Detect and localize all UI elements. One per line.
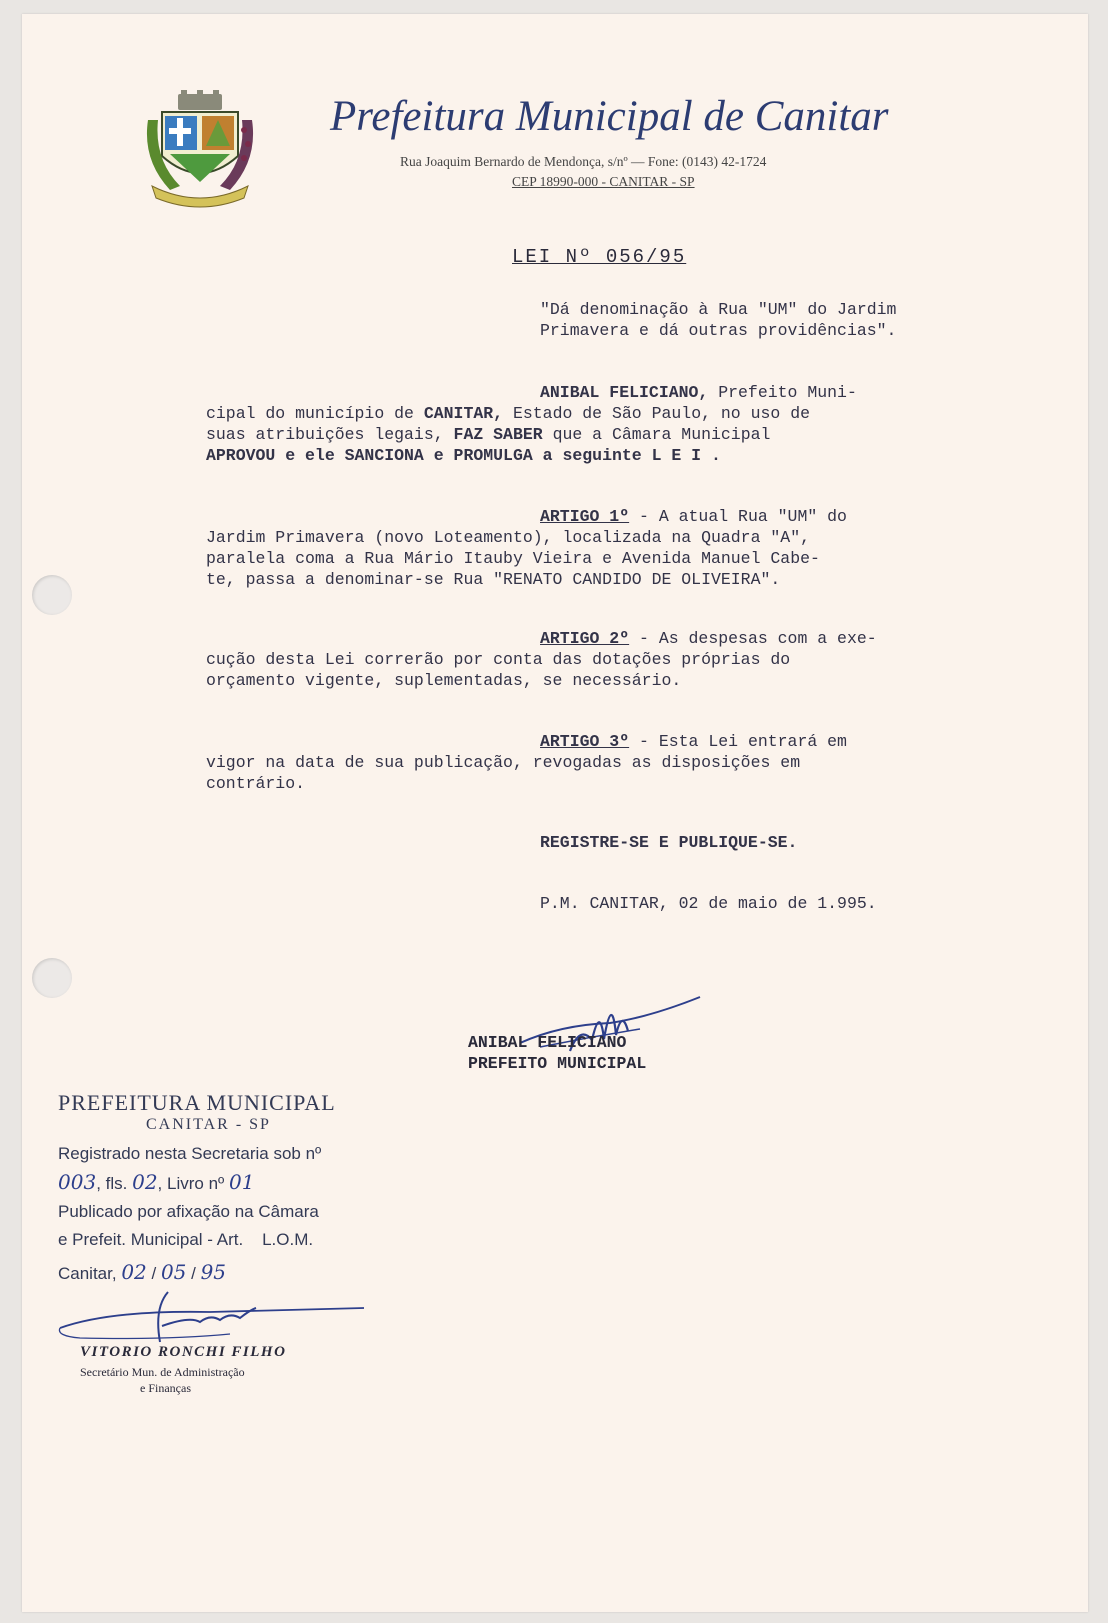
preamble-line: APROVOU e ele SANCIONA e PROMULGA a seguinte L E I . <box>206 446 721 465</box>
mayor-signature-name: ANIBAL FELICIANO <box>468 1033 627 1052</box>
stamp-subtitle: CANITAR - SP <box>146 1116 271 1133</box>
secretary-role-line: e Finanças <box>140 1381 191 1395</box>
letterhead-address: Rua Joaquim Bernardo de Mendonça, s/nº — Fone: (0143) 42-1724 <box>400 154 767 169</box>
article-1-line: te, passa a denominar-se Rua "RENATO CANDIDO DE OLIVEIRA". <box>206 570 781 589</box>
secretary-name: VITORIO RONCHI FILHO <box>80 1344 287 1360</box>
article-text: - Esta Lei entrará em <box>629 732 847 751</box>
law-summary-line: "Dá denominação à Rua "UM" do Jardim <box>540 300 897 319</box>
article-1-heading: ARTIGO 1º <box>540 507 630 526</box>
article-3-line <box>540 731 847 752</box>
article-2-line <box>540 628 877 649</box>
stamp-label: Canitar, <box>58 1264 117 1283</box>
article-3-heading: ARTIGO 3º <box>540 732 630 751</box>
preamble-line <box>206 424 770 445</box>
preamble-text: Estado de São Paulo, no uso de <box>503 404 811 423</box>
stamp-fls-value: 02 <box>132 1170 158 1194</box>
stamp-line: Canitar, 02 / 05 / 95 <box>58 1260 227 1284</box>
stamp-day: 02 <box>121 1260 147 1284</box>
mayor-signature-role: PREFEITO MUNICIPAL <box>468 1054 647 1073</box>
article-2-heading: ARTIGO 2º <box>540 629 630 648</box>
stamp-label: , fls. <box>96 1174 128 1193</box>
registration-stamp <box>58 1090 398 1288</box>
municipal-crest-icon <box>140 90 260 215</box>
law-number: LEI Nº 056/95 <box>512 246 687 268</box>
article-2-line: cução desta Lei correrão por conta das dotações próprias do <box>206 650 791 669</box>
article-3-line: vigor na data de sua publicação, revogadas as disposições em <box>206 753 801 772</box>
stamp-livro-value: 01 <box>228 1170 255 1194</box>
article-text: - A atual Rua "UM" do <box>629 507 847 526</box>
preamble-line <box>540 382 857 403</box>
stamp-title: PREFEITURA MUNICIPAL <box>58 1090 336 1115</box>
punch-hole <box>32 958 72 998</box>
mayor-name: ANIBAL FELICIANO, <box>540 383 709 402</box>
article-3-line: contrário. <box>206 774 306 793</box>
stamp-month: 05 <box>160 1260 187 1284</box>
secretary-signature-icon <box>50 1288 370 1348</box>
secretary-role-line: Secretário Mun. de Administração <box>80 1365 245 1379</box>
preamble-text: que a Câmara Municipal <box>542 425 771 444</box>
stamp-line: e Prefeit. Municipal - Art. L.O.M. <box>58 1230 314 1249</box>
article-text: - As despesas com a exe- <box>629 629 877 648</box>
article-2-line: orçamento vigente, suplementadas, se necessário. <box>206 671 682 690</box>
law-summary-line: Primavera e dá outras providências". <box>540 321 897 340</box>
stamp-line <box>58 1168 398 1198</box>
mayor-signature-block <box>468 1032 646 1074</box>
article-1-line: Jardim Primavera (novo Loteamento), localizada na Quadra "A", <box>206 528 810 547</box>
secretary-role <box>80 1364 245 1396</box>
city-name: CANITAR, <box>423 404 504 423</box>
punch-hole <box>32 575 72 615</box>
stamp-label: , Livro nº <box>157 1174 225 1193</box>
stamp-line: Registrado nesta Secretaria sob nº <box>58 1144 322 1163</box>
register-publish: REGISTRE-SE E PUBLIQUE-SE. <box>540 833 798 852</box>
preamble-text: suas atribuições legais, <box>206 425 454 444</box>
letterhead-title: Prefeitura Municipal de Canitar <box>330 93 889 140</box>
stamp-reg-number: 003 <box>58 1170 97 1194</box>
faz-saber: FAZ SABER <box>453 425 543 444</box>
preamble-text: cipal do município de <box>206 404 424 423</box>
letterhead-cep: CEP 18990-000 - CANITAR - SP <box>512 174 695 189</box>
preamble-line <box>206 403 810 424</box>
article-1-line <box>540 506 847 527</box>
stamp-year: 95 <box>200 1260 227 1284</box>
article-1-line: paralela coma a Rua Mário Itauby Vieira e Avenida Manuel Cabe- <box>206 549 820 568</box>
document-date: P.M. CANITAR, 02 de maio de 1.995. <box>540 894 877 913</box>
stamp-line: Publicado por afixação na Câmara <box>58 1202 319 1221</box>
preamble-text: Prefeito Muni- <box>708 383 857 402</box>
